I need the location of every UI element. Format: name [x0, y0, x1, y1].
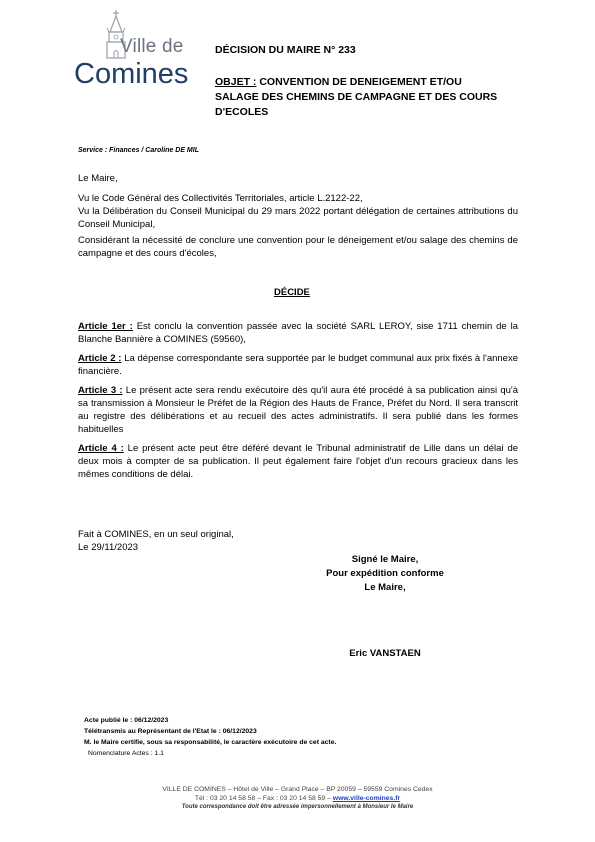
objet-text: CONVENTION DE DENEIGEMENT ET/OU SALAGE DES CHEMINS DE CAMPAGNE ET DES COURS D'ECOLES: [215, 76, 498, 118]
article-2-label: Article 2 :: [78, 353, 122, 364]
article-4: [78, 442, 518, 481]
objet-block: [215, 75, 505, 120]
fait-date: Le 29/11/2023: [78, 542, 139, 553]
decide-heading: DÉCIDE: [274, 287, 310, 298]
city-logo: [74, 8, 199, 88]
considerant: Considérant la nécessité de conclure une convention pour le déneigement et/ou salage des chemins de campagne et des cours d'écoles,: [78, 235, 518, 259]
article-3: [78, 384, 518, 436]
signe-le-maire: Signé le Maire,: [351, 554, 419, 565]
article-1: [78, 320, 518, 346]
vu-code: Vu le Code Général des Collectivités Territoriales, article L.2122-22,: [78, 193, 363, 204]
preamble: [78, 172, 518, 260]
le-maire: Le Maire,: [78, 173, 118, 184]
fait-block: [78, 528, 518, 554]
signatory-name: Eric VANSTAEN: [349, 648, 421, 659]
article-1-text: Est conclu la convention passée avec la société SARL LEROY, sise 1711 chemin de la Blanche Bannière à COMINES (59560),: [78, 321, 518, 345]
articles: [78, 320, 518, 481]
logo-ville-de: Ville de: [120, 36, 184, 57]
article-4-text: Le présent acte peut être déféré devant le Tribunal administratif de Lille dans un délai de deux mois à compter de sa publication. Il peut également faire l'objet d'un recours gracieux dans les mêmes conditions de délai.: [78, 443, 519, 480]
article-3-text: Le présent acte sera rendu exécutoire dès qu'il aura été procédé à sa publication ainsi qu'à sa transmission à Monsieur le Préfet de la Région des Hauts de France, Préfet du Nord. Il sera transcrit au registre des délibérations et au recueil des actes administratifs. Il sera publié dans les formes habituelles: [78, 385, 518, 435]
contact-line: [0, 794, 595, 803]
fait-a: Fait à COMINES, en un seul original,: [78, 529, 234, 540]
logo-comines: Comines: [74, 58, 189, 90]
address-line: VILLE DE COMINES – Hôtel de Ville – Grand Place – BP 20059 – 59559 Comines Cedex: [162, 786, 433, 793]
maire-certifie: M. le Maire certifie, sous sa responsabilité, le caractère exécutoire de cet acte.: [84, 739, 337, 746]
article-4-label: Article 4 :: [78, 443, 124, 454]
signature-block: [300, 553, 470, 595]
decision-title: DÉCISION DU MAIRE N° 233: [215, 44, 356, 56]
article-2: [78, 352, 518, 378]
correspondence-note: Toute correspondance doit être adressée impersonnellement à Monsieur le Maire: [181, 804, 414, 810]
expedition-conforme: Pour expédition conforme: [326, 568, 444, 579]
article-2-text: La dépense correspondante sera supportée par le budget communal aux prix fixés à l'annexe financière.: [78, 353, 518, 377]
acte-publie: Acte publié le : 06/12/2023: [84, 717, 169, 724]
teletransmis: Télétransmis au Représentant de l'Etat le : 06/12/2023: [84, 728, 257, 735]
vu-deliberation: Vu la Délibération du Conseil Municipal du 29 mars 2022 portant délégation de certaines attributions du Conseil Municipal,: [78, 206, 518, 230]
objet-label: OBJET :: [215, 76, 257, 88]
nomenclature: Nomenclature Actes : 1.1: [88, 750, 164, 757]
signature-le-maire: Le Maire,: [364, 582, 406, 593]
article-1-label: Article 1er :: [78, 321, 133, 332]
phone-fax: Tél : 03 20 14 58 58 – Fax : 03 20 14 58 59 –: [194, 795, 333, 802]
article-3-label: Article 3 :: [78, 385, 123, 396]
address-footer: [0, 785, 595, 812]
website-link[interactable]: www.ville-comines.fr: [332, 795, 401, 802]
publication-info: [84, 715, 336, 759]
service-line: Service : Finances / Caroline DE MIL: [78, 147, 199, 154]
